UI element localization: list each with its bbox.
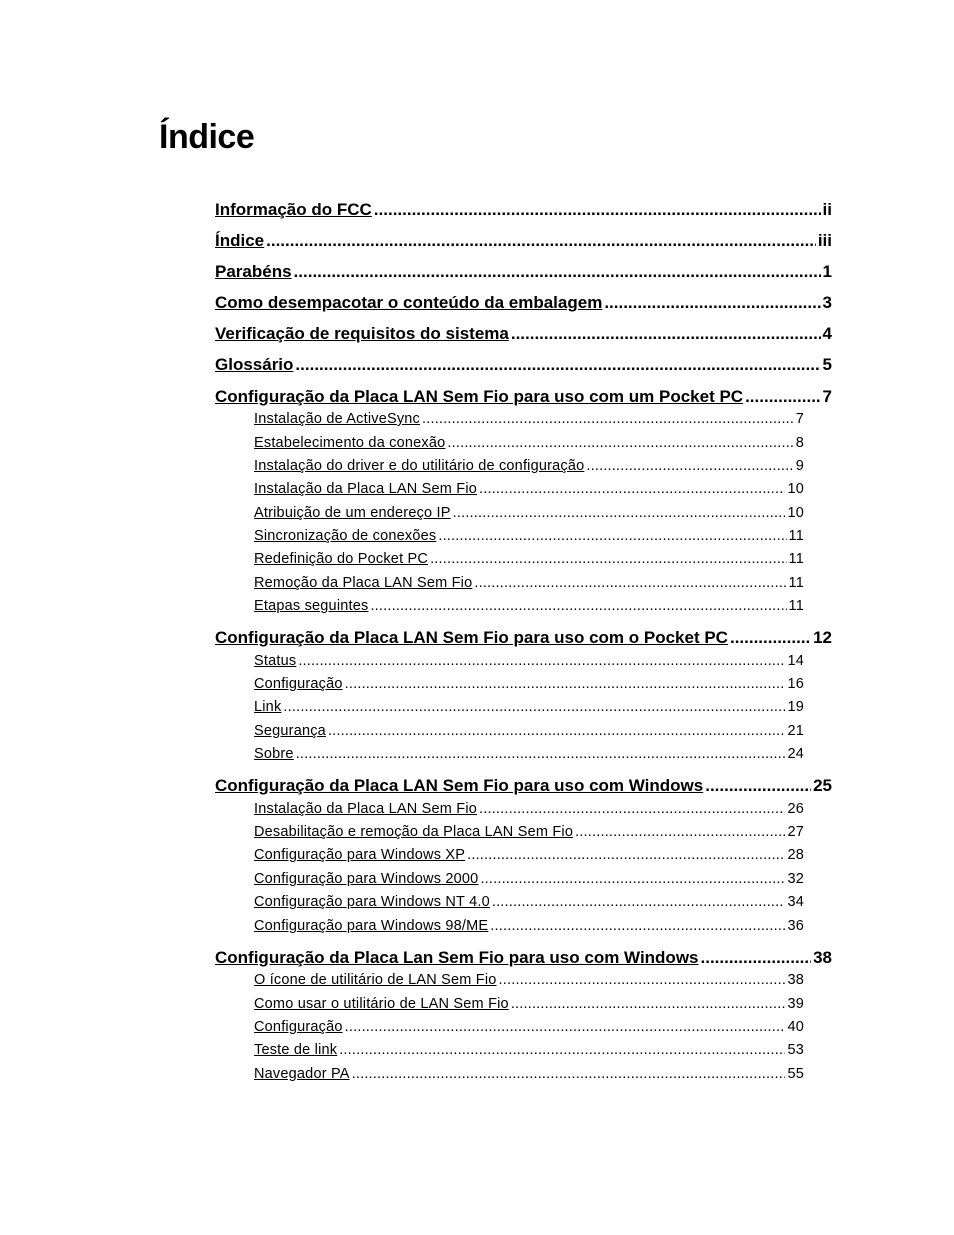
toc-page-number: 38 xyxy=(787,972,804,988)
toc-link[interactable]: Configuração para Windows 98/ME xyxy=(254,918,489,934)
toc-page-number: 14 xyxy=(787,653,804,669)
toc-page-number: 11 xyxy=(788,575,804,591)
toc-chapter-entry[interactable] xyxy=(215,355,832,375)
toc-page-number: 11 xyxy=(788,528,804,544)
toc-dot-leader xyxy=(705,776,811,796)
toc-link[interactable]: Sincronização de conexões xyxy=(254,528,437,544)
toc-dot-leader xyxy=(453,505,786,521)
toc-section-entry[interactable] xyxy=(254,801,804,817)
toc-page-number: 32 xyxy=(787,871,804,887)
toc-link[interactable]: Atribuição de um endereço IP xyxy=(254,505,451,521)
toc-page-number: ii xyxy=(822,200,832,219)
toc-page-number: 8 xyxy=(795,435,804,451)
toc-section-entry[interactable] xyxy=(254,1019,804,1035)
toc-page-number: 55 xyxy=(787,1066,804,1082)
toc-link[interactable]: Instalação da Placa LAN Sem Fio xyxy=(254,801,478,817)
toc-chapter-entry[interactable] xyxy=(215,324,832,344)
toc-dot-leader xyxy=(745,387,820,407)
toc-link[interactable]: Parabéns xyxy=(215,262,292,281)
toc-chapter-entry[interactable] xyxy=(215,387,832,407)
toc-link[interactable]: Segurança xyxy=(254,723,326,739)
toc-link[interactable]: O ícone de utilitário de LAN Sem Fio xyxy=(254,972,497,988)
toc-dot-leader xyxy=(422,411,794,427)
toc-page-number: 34 xyxy=(787,894,804,910)
toc-section-entry[interactable] xyxy=(254,871,804,887)
toc-dot-leader xyxy=(328,723,786,739)
toc-page-number: 36 xyxy=(787,918,804,934)
toc-dot-leader xyxy=(352,1066,786,1082)
toc-dot-leader xyxy=(266,231,816,251)
toc-section-entry[interactable] xyxy=(254,653,804,669)
toc-link[interactable]: Sobre xyxy=(254,746,294,762)
toc-page-number: 9 xyxy=(795,458,804,474)
toc-dot-leader xyxy=(480,871,785,887)
toc-section-entry[interactable] xyxy=(254,996,804,1012)
toc-dot-leader xyxy=(474,575,786,591)
toc-dot-leader xyxy=(294,262,821,282)
toc-link[interactable]: Instalação de ActiveSync xyxy=(254,411,421,427)
toc-section-entry[interactable] xyxy=(254,551,804,567)
toc-link[interactable]: Como desempacotar o conteúdo da embalagem xyxy=(215,293,603,312)
toc-link[interactable]: Configuração da Placa LAN Sem Fio para uso com Windows xyxy=(215,776,704,795)
toc-dot-leader xyxy=(339,1042,785,1058)
toc-section-entry[interactable] xyxy=(254,918,804,934)
toc-chapter-entry[interactable] xyxy=(215,231,832,251)
toc-link[interactable]: Teste de link xyxy=(254,1042,338,1058)
toc-section-entry[interactable] xyxy=(254,1066,804,1082)
toc-dot-leader xyxy=(499,972,786,988)
toc-dot-leader xyxy=(345,676,786,692)
toc-section-entry[interactable] xyxy=(254,972,804,988)
toc-dot-leader xyxy=(490,918,785,934)
toc-dot-leader xyxy=(438,528,786,544)
toc-dot-leader xyxy=(586,458,793,474)
toc-link[interactable]: Link xyxy=(254,699,282,715)
toc-dot-leader xyxy=(467,847,785,863)
toc-page-number: 11 xyxy=(788,598,804,614)
toc-link[interactable]: Configuração para Windows NT 4.0 xyxy=(254,894,490,910)
toc-section-entry[interactable] xyxy=(254,458,804,474)
toc-page-number: 27 xyxy=(787,824,804,840)
toc-link[interactable]: Instalação da Placa LAN Sem Fio xyxy=(254,481,478,497)
toc-link[interactable]: Configuração xyxy=(254,676,343,692)
toc-chapter-entry[interactable] xyxy=(215,200,832,220)
toc-link[interactable]: Verificação de requisitos do sistema xyxy=(215,324,509,343)
toc-section-entry[interactable] xyxy=(254,505,804,521)
toc-page-number: 10 xyxy=(787,481,804,497)
toc-section-entry[interactable] xyxy=(254,824,804,840)
toc-page-number: 53 xyxy=(787,1042,804,1058)
toc-link[interactable]: Configuração da Placa Lan Sem Fio para uso com Windows xyxy=(215,948,699,967)
toc-link[interactable]: Estabelecimento da conexão xyxy=(254,435,446,451)
page-title: Índice xyxy=(159,118,255,156)
toc-link[interactable]: Configuração para Windows XP xyxy=(254,847,466,863)
toc-section-entry[interactable] xyxy=(254,481,804,497)
toc-page-number: 28 xyxy=(787,847,804,863)
toc-link[interactable]: Configuração da Placa LAN Sem Fio para uso com um Pocket PC xyxy=(215,387,744,406)
toc-page-number: 3 xyxy=(822,293,832,312)
toc-dot-leader xyxy=(511,324,821,344)
toc-chapter-entry[interactable] xyxy=(215,262,832,282)
toc-section-entry[interactable] xyxy=(254,746,804,762)
toc-link[interactable]: Remoção da Placa LAN Sem Fio xyxy=(254,575,473,591)
toc-section-entry[interactable] xyxy=(254,847,804,863)
toc-page-number: iii xyxy=(817,231,832,250)
toc-page-number: 12 xyxy=(813,628,832,647)
toc-dot-leader xyxy=(283,699,785,715)
toc-page-number: 25 xyxy=(813,776,832,795)
toc-page-number: 40 xyxy=(787,1019,804,1035)
toc-page-number: 4 xyxy=(822,324,832,343)
toc-link[interactable]: Configuração xyxy=(254,1019,343,1035)
toc-page-number: 16 xyxy=(787,676,804,692)
toc-dot-leader xyxy=(298,653,785,669)
toc-dot-leader xyxy=(296,746,786,762)
toc-section-entry[interactable] xyxy=(254,1042,804,1058)
toc-section-entry[interactable] xyxy=(254,699,804,715)
toc-dot-leader xyxy=(701,948,812,968)
toc-section-entry[interactable] xyxy=(254,723,804,739)
toc-link[interactable]: Glossário xyxy=(215,355,294,374)
toc-page-number: 38 xyxy=(813,948,832,967)
toc-dot-leader xyxy=(447,435,793,451)
toc-section-entry[interactable] xyxy=(254,676,804,692)
toc-page-number: 11 xyxy=(788,551,804,567)
toc-dot-leader xyxy=(374,200,821,220)
toc-dot-leader xyxy=(479,801,785,817)
toc-page-number: 26 xyxy=(787,801,804,817)
toc-chapter-entry[interactable] xyxy=(215,628,832,648)
toc-chapter-entry[interactable] xyxy=(215,293,832,313)
toc-dot-leader xyxy=(479,481,785,497)
toc-dot-leader xyxy=(345,1019,786,1035)
toc-page-number: 21 xyxy=(787,723,804,739)
toc-link[interactable]: Como usar o utilitário de LAN Sem Fio xyxy=(254,996,509,1012)
toc-dot-leader xyxy=(492,894,786,910)
toc-chapter-entry[interactable] xyxy=(215,948,832,968)
toc-section-entry[interactable] xyxy=(254,575,804,591)
toc-dot-leader xyxy=(511,996,786,1012)
toc-link[interactable]: Redefinição do Pocket PC xyxy=(254,551,429,567)
toc-page-number: 5 xyxy=(822,355,832,374)
toc-link[interactable]: Índice xyxy=(215,231,265,250)
toc-section-entry[interactable] xyxy=(254,435,804,451)
toc-dot-leader xyxy=(295,355,820,375)
toc-chapter-entry[interactable] xyxy=(215,776,832,796)
toc-page-number: 7 xyxy=(822,387,832,406)
toc-link[interactable]: Status xyxy=(254,653,297,669)
toc-dot-leader xyxy=(730,628,811,648)
toc-page-number: 24 xyxy=(787,746,804,762)
toc-section-entry[interactable] xyxy=(254,598,804,614)
toc-link[interactable]: Navegador PA xyxy=(254,1066,350,1082)
toc-dot-leader xyxy=(370,598,786,614)
toc-page-number: 39 xyxy=(787,996,804,1012)
toc-page-number: 1 xyxy=(822,262,832,281)
toc-dot-leader xyxy=(430,551,786,567)
toc-page-number: 10 xyxy=(787,505,804,521)
toc-section-entry[interactable] xyxy=(254,411,804,427)
toc-section-entry[interactable] xyxy=(254,528,804,544)
toc-dot-leader xyxy=(575,824,785,840)
toc-dot-leader xyxy=(604,293,820,313)
toc-link[interactable]: Informação do FCC xyxy=(215,200,372,219)
toc-page-number: 7 xyxy=(795,411,804,427)
toc-section-entry[interactable] xyxy=(254,894,804,910)
toc-page-number: 19 xyxy=(787,699,804,715)
toc-link[interactable]: Configuração da Placa LAN Sem Fio para uso com o Pocket PC xyxy=(215,628,728,647)
toc-link[interactable]: Instalação do driver e do utilitário de configuração xyxy=(254,458,585,474)
toc-link[interactable]: Configuração para Windows 2000 xyxy=(254,871,479,887)
toc-link[interactable]: Etapas seguintes xyxy=(254,598,369,614)
toc-link[interactable]: Desabilitação e remoção da Placa LAN Sem Fio xyxy=(254,824,574,840)
